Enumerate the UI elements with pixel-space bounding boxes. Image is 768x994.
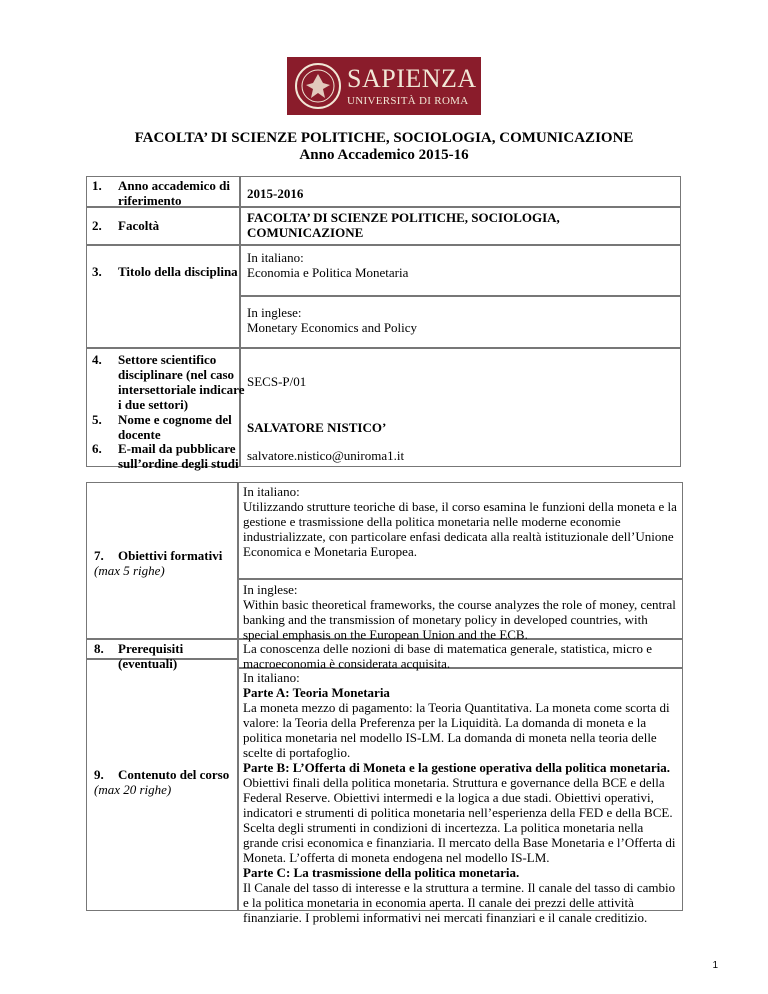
field-label: Anno accademico di riferimento [118,178,230,208]
row-number: 8. [94,641,104,656]
field-label: E-mail da pubblicare sull’ordine degli studi [118,441,239,471]
field-value: FACOLTA’ DI SCIENZE POLITICHE, SOCIOLOGIA, COMUNICAZIONE [247,210,560,240]
row-number: 9. [94,767,104,782]
part-b-title: Parte B: L’Offerta di Moneta e la gestione operativa della politica monetaria. [243,760,670,775]
objectives-italian: In italiano: Utilizzando strutture teoriche di base, il corso esamina le funzioni della moneta e la gestione e trasmissione della politica monetaria nelle moderne economie industrializzate, con particolare enfasi dedicata alla realtà istituzionale dell’Unione Economica e Monetaria Europea. [243,484,677,559]
email-value: salvatore.nistico@uniroma1.it [247,448,405,463]
academic-year-title: Anno Accademico 2015-16 [299,147,469,163]
title-english: In inglese: Monetary Economics and Policy [247,305,418,335]
objectives-english: In inglese: Within basic theoretical frameworks, the course analyzes the role of money, central banking and the transmission of monetary policy in developed countries, with special emphasis on the European Union and the ECB. [243,582,676,642]
page-title: FACOLTA’ DI SCIENZE POLITICHE, SOCIOLOGIA, COMUNICAZIONE [134,130,634,146]
row-number: 3. [92,264,102,279]
row-number: 1. [92,178,102,193]
logo-subtitle: UNIVERSITÀ DI ROMA [347,94,469,107]
field-note: (max 5 righe) [94,563,165,578]
field-note: (max 20 righe) [94,782,172,797]
row-number: 7. [94,548,104,563]
field-value: 2015-2016 [247,186,304,201]
part-c-title: Parte C: La trasmissione della politica monetaria. [243,865,520,880]
field-value: SECS-P/01 [247,374,307,389]
field-label: Contenuto del corso [118,767,230,782]
part-a-title: Parte A: Teoria Monetaria [243,685,390,700]
field-label: Settore scientifico disciplinare (nel caso intersettoriale indicare i due settori) [118,352,245,412]
table-cell [240,176,681,207]
field-label: Nome e cognome del docente [118,412,232,442]
prerequisites-text: La conoscenza delle nozioni di base di matematica generale, statistica, micro e macroeconomia è considerata acquisita. [243,641,652,671]
logo-name: SAPIENZA [347,63,477,93]
field-label: Facoltà [118,218,160,233]
university-seal-icon [293,61,343,111]
title-italian: In italiano: Economia e Politica Monetaria [247,250,409,280]
field-value: SALVATORE NISTICO’ [247,420,387,435]
course-content-text: In italiano: Parte A: Teoria Monetaria La moneta mezzo di pagamento: la Teoria Quantitativa. La moneta come scorta di valore: la Teoria della Preferenza per la Liquidità. La domanda di moneta e la politica monetaria nel modello IS-LM. La domanda di moneta nella teoria delle scelte di portafoglio. Parte B: L’Offerta di Moneta e la gestione operativa della politica monetaria. Obiettivi finali della politica monetaria. Struttura e governance della BCE e della Federal Reserve. Obiettivi intermedi e la logica a due stadi. Obiettivi operativi, indicatori e strumenti di politica monetaria nell’esperienza della FED e della BCE. Scelta degli strumenti in condizioni di incertezza. La politica monetaria nella grande crisi economica e finanziaria. Il mercato della Base Monetaria e l’Offerta di Moneta. L’offerta di moneta endogena nel modello IS-LM. Parte C: La trasmissione della politica monetaria. Il Canale del tasso di interesse e la struttura a termine. Il canale del tasso di cambio e la politica monetaria in economia aperta. Il canale dei prezzi delle attività finanziarie. I problemi informativi nei mercati finanziari e il canale creditizio. [243,670,681,925]
sapienza-logo [287,57,481,115]
table-cell [86,207,240,245]
row-number: 2. [92,218,102,233]
page-number: 1 [712,960,718,971]
table-cell [86,245,240,348]
row-number: 4. [92,352,102,367]
row-number: 6. [92,441,102,456]
field-label: Obiettivi formativi [118,548,223,563]
field-label: Titolo della disciplina [118,264,238,279]
row-number: 5. [92,412,102,427]
field-label: Prerequisiti (eventuali) [118,641,184,671]
